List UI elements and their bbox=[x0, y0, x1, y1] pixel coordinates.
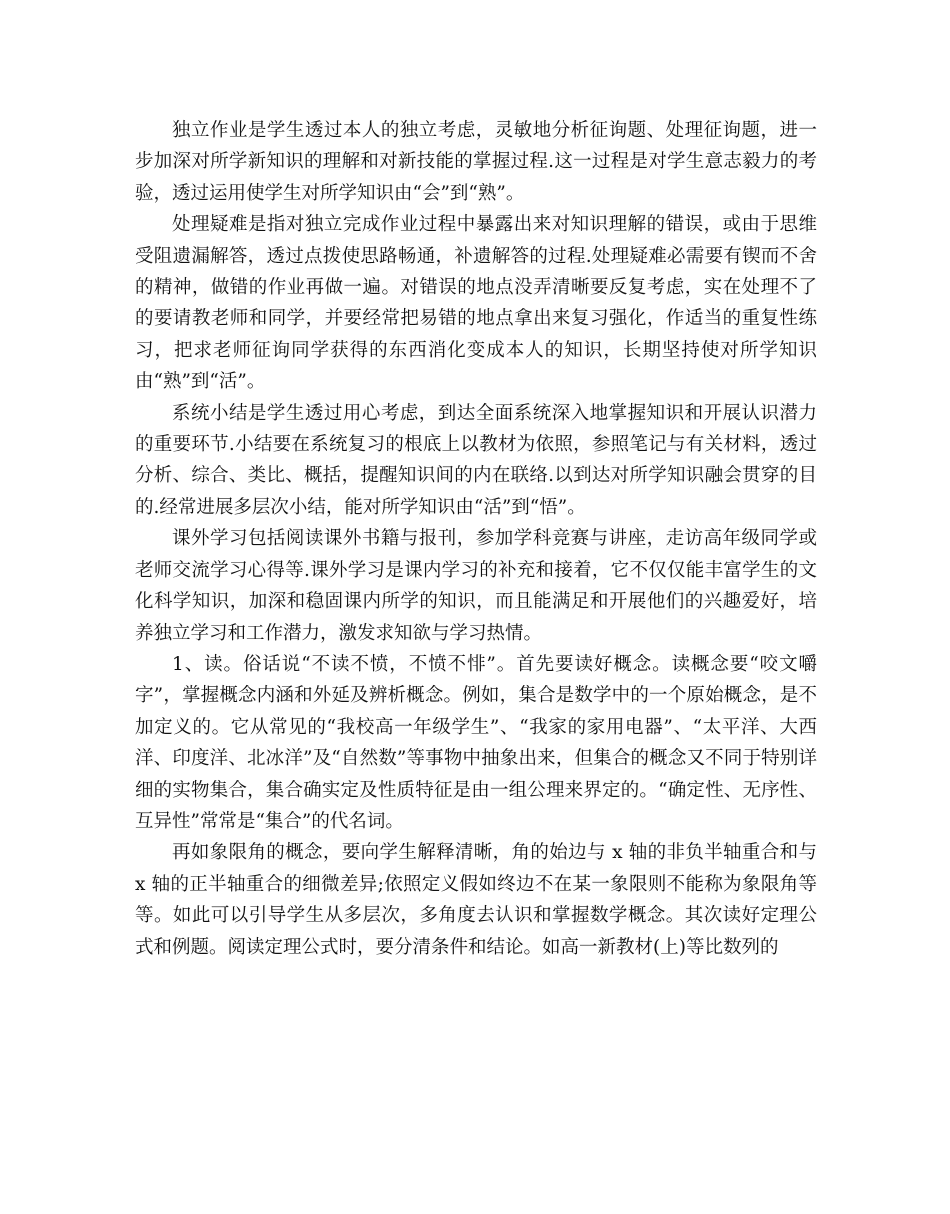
paragraph-extracurricular-study: 课外学习包括阅读课外书籍与报刊，参加学科竞赛与讲座，走访高年级同学或老师交流学习心得等.课外学习是课内学习的补充和接着，它不仅仅能丰富学生的文化科学知识，加深和稳固课内所学的知识，而且能满足和开展他们的兴趣爱好，培养独立学习和工作潜力，激发求知欲与学习热情。 bbox=[135, 528, 817, 644]
document-body bbox=[135, 115, 817, 963]
paragraph-independent-homework: 独立作业是学生透过本人的独立考虑，灵敏地分析征询题、处理征询题，进一步加深对所学新知识的理解和对新技能的掌握过程.这一过程是对学生意志毅力的考验，透过运用使学生对所学知识由“会”到“熟”。 bbox=[135, 120, 817, 204]
paragraph-quadrant-angle: 再如象限角的概念，要向学生解释清晰，角的始边与 x 轴的非负半轴重合和与 x 轴的正半轴重合的细微差异;依照定义假如终边不在某一象限则不能称为象限角等等。如此可以引导学生从多层次，多角度去认识和掌握数学概念。其次读好定理公式和例题。阅读定理公式时，要分清条件和结论。如高一新教材(上)等比数列的 bbox=[135, 842, 817, 958]
paragraph-systematic-summary: 系统小结是学生透过用心考虑，到达全面系统深入地掌握知识和开展认识潜力的重要环节.小结要在系统复习的根底上以教材为依照，参照笔记与有关材料，透过分析、综合、类比、概括，提醒知识间的内在联络.以到达对所学知识融会贯穿的目的.经常进展多层次小结，能对所学知识由“活”到“悟”。 bbox=[135, 402, 817, 518]
paragraph-reading-concepts: 1、读。俗话说“不读不愤，不愤不悱”。首先要读好概念。读概念要“咬文嚼字”，掌握概念内涵和外延及辨析概念。例如，集合是数学中的一个原始概念，是不加定义的。它从常见的“我校高一年级学生”、“我家的家用电器”、“太平洋、大西洋、印度洋、北冰洋”及“自然数”等事物中抽象出来，但集合的概念又不同于特别详细的实物集合，集合确实定及性质特征是由一组公理来界定的。“确定性、无序性、互异性”常常是“集合”的代名词。 bbox=[135, 653, 817, 832]
paragraph-resolve-difficulties: 处理疑难是指对独立完成作业过程中暴露出来对知识理解的错误，或由于思维受阻遗漏解答，透过点拨使思路畅通，补遗解答的过程.处理疑难必需要有锲而不舍的精神，做错的作业再做一遍。对错误的地点没弄清晰要反复考虑，实在处理不了的要请教老师和同学，并要经常把易错的地点拿出来复习强化，作适当的重复性练习，把求老师征询同学获得的东西消化变成本人的知识，长期坚持使对所学知识由“熟”到“活”。 bbox=[135, 214, 817, 393]
